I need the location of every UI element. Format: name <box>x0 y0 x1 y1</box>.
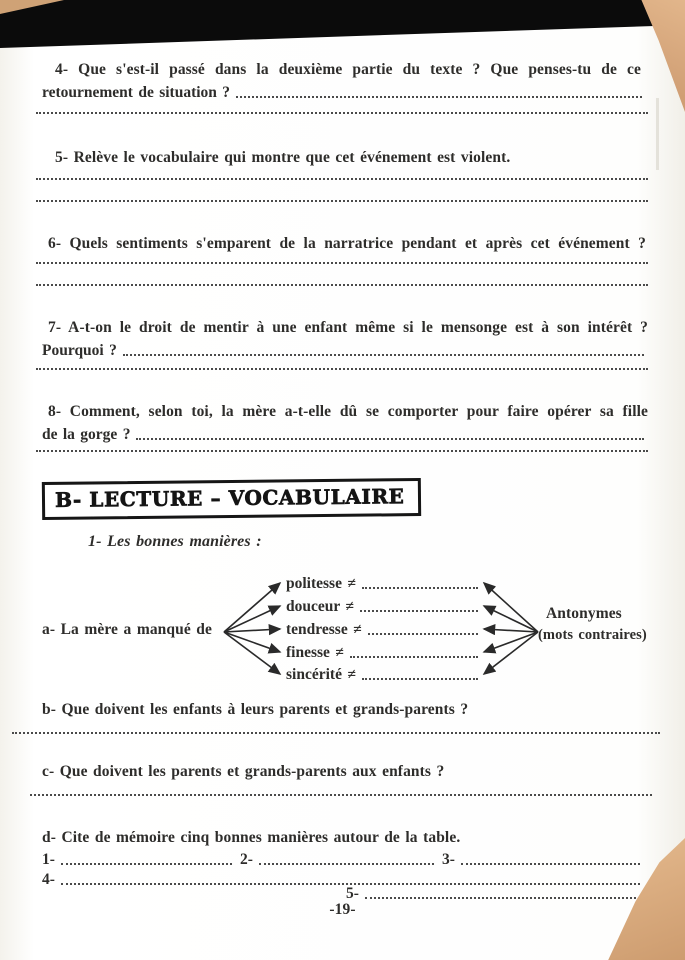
numbered-blank-1 <box>42 850 232 869</box>
blank-number: 1- <box>42 851 55 868</box>
question-4-line-2 <box>42 83 642 102</box>
answer-dotted-line <box>36 368 648 370</box>
answer-dotted-fill <box>236 96 642 98</box>
blank-number: 2- <box>240 851 253 868</box>
antonym-item-label: douceur ≠ <box>286 598 354 615</box>
answer-dotted-line <box>36 262 648 264</box>
page-number: -19- <box>329 901 356 918</box>
question-8-line-2 <box>42 425 644 444</box>
photo-background-top <box>0 0 685 48</box>
question-4-line-2-text: retournement de situation ? <box>42 84 231 101</box>
antonym-item-label: finesse ≠ <box>286 644 344 661</box>
question-7-line-2-text: Pourquoi ? <box>42 342 117 359</box>
antonymes-sublabel: (mots contraires) <box>538 627 647 643</box>
answer-dotted-fill <box>365 897 640 899</box>
numbered-blank-2 <box>240 850 434 869</box>
section-heading-box <box>42 478 422 520</box>
answer-dotted-fill <box>136 438 644 440</box>
question-4-line-1: 4- Que s'est-il passé dans la deuxième partie du texte ? Que penses-tu de ce <box>55 61 641 78</box>
answer-dotted-line <box>36 112 648 114</box>
answer-dotted-line <box>36 450 648 452</box>
question-c: c- Que doivent les parents et grands-parents aux enfants ? <box>42 763 445 780</box>
numbered-blank-3 <box>442 850 640 869</box>
antonym-item-label: tendresse ≠ <box>286 621 362 638</box>
blank-number: 3- <box>442 851 455 868</box>
answer-dotted-line <box>36 200 648 202</box>
question-b: b- Que doivent les enfants à leurs parents et grands-parents ? <box>42 701 469 718</box>
answer-dotted-line <box>36 284 648 286</box>
section-heading: B- LECTURE – VOCABULAIRE <box>54 484 405 512</box>
antonymes-label: Antonymes <box>546 605 622 622</box>
question-6: 6- Quels sentiments s'emparent de la narratrice pendant et après cet événement ? <box>48 235 646 252</box>
exercise-1a-stem: a- La mère a manqué de <box>42 621 212 638</box>
answer-dotted-line <box>12 732 660 734</box>
question-7-line-2 <box>42 341 644 360</box>
blank-number: 4- <box>42 871 55 888</box>
left-arrow-fan <box>224 583 280 674</box>
page-edge-shadow <box>656 98 659 170</box>
blank-number: 5- <box>346 885 359 902</box>
answer-dotted-fill <box>259 863 434 865</box>
antonym-item-label: sincérité ≠ <box>286 666 356 683</box>
answer-dotted-line <box>36 178 648 180</box>
antonym-item-label: politesse ≠ <box>286 575 356 592</box>
answer-dotted-fill <box>123 354 644 356</box>
exercise-1-title: 1- Les bonnes manières : <box>88 533 262 550</box>
answer-dotted-line <box>30 794 652 796</box>
question-8-line-2-text: de la gorge ? <box>42 426 131 443</box>
answer-dotted-fill <box>461 863 640 865</box>
question-d: d- Cite de mémoire cinq bonnes manières autour de la table. <box>42 829 461 846</box>
question-7-line-1: 7- A-t-on le droit de mentir à une enfant même si le mensonge est à son intérêt ? <box>48 319 648 336</box>
answer-dotted-fill <box>61 863 232 865</box>
question-5: 5- Relève le vocabulaire qui montre que cet événement est violent. <box>55 149 511 166</box>
question-8-line-1: 8- Comment, selon toi, la mère a-t-elle dû se comporter pour faire opérer sa fille <box>48 403 648 420</box>
right-arrow-fan <box>484 583 538 674</box>
